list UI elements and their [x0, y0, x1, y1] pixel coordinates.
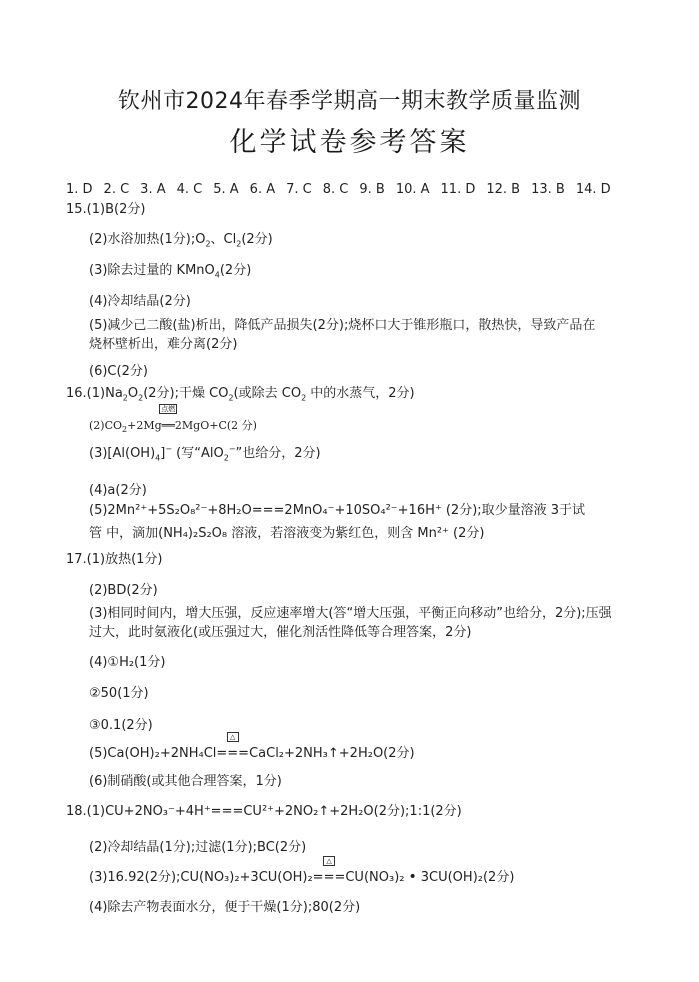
mcq-item: 13. B [531, 182, 565, 197]
mcq-item: 11. D [440, 182, 476, 197]
q16-part5-line2: 管 中，滴加(NH₄)₂S₂O₈ 溶液，若溶液变为紫红色，则含 Mn²⁺ (2分) [89, 526, 485, 541]
q15-part1: 15.(1)B(2分) [66, 202, 146, 217]
mcq-item: 14. D [575, 182, 611, 197]
q16-part3: $(3)[Al(OH)_4]^-$ (写“AlO$_2$−”也给分，2分) [89, 444, 321, 463]
q16-part5-line1: (5)2Mn²⁺+5S₂O₈²⁻+8H₂O===2MnO₄⁻+10SO₄²⁻+16H⁺ (2分);取少量溶液 3于试 [89, 503, 586, 518]
mcq-item: 3. A [140, 182, 166, 197]
middle-dot: • [408, 869, 417, 885]
q15-part2: (2)水浴加热(1分)$;O_2$、$Cl_2(2$分) [89, 232, 273, 249]
mcq-item: 1. D [66, 182, 93, 197]
reaction-condition: △ === [216, 733, 250, 761]
q17-part1: 17.(1)放热(1分) [66, 552, 163, 567]
q16-part2-equation: $(2)CO_2+2Mg$ 点燃 ══2MgO+C(2 分) [89, 405, 257, 435]
q17-part3-line2: 过大，此时氨液化(或压强过大，催化剂活性降低等合理答案，2分) [89, 625, 472, 640]
q17-part6: (6)制硝酸(或其他合理答案，1分) [89, 774, 282, 789]
mcq-item: 8. C [322, 182, 349, 197]
reaction-condition: 点燃 ══ [161, 405, 176, 432]
q15-part6: (6)C(2分) [89, 364, 148, 379]
answer-key-title: 化学试卷参考答案 [229, 127, 470, 158]
mcq-answers [66, 182, 611, 198]
mcq-item: 9. B [359, 182, 385, 197]
exam-title: 钦州市2024年春季学期高一期末教学质量监测 [118, 89, 581, 114]
mcq-item: 12. B [486, 182, 521, 197]
q17-part2: (2)BD(2分) [89, 583, 158, 598]
q15-part5-line2: 烧杯壁析出，难分离(2分) [89, 337, 238, 352]
q15-part3: (3)除去过量的 KMnO$_4$(2分) [89, 263, 252, 280]
mcq-item: 4. C [176, 182, 203, 197]
q17-part4-1: (4)①H₂(1分) [89, 655, 166, 670]
q17-part5: (5)Ca(OH)₂+2NH₄Cl △ ===CaCl₂+2NH₃↑+2H₂O(2分) [89, 733, 415, 761]
reaction-condition: △ === [312, 857, 346, 885]
q16-part4: (4)a(2分) [89, 483, 147, 498]
q16-part1: $16.(1)Na_2O_2(2$分);干燥 $CO_2$(或除去 $CO_2$ 中的水蒸气，2分) [66, 386, 415, 403]
q17-part4-3: ③0.1(2分) [89, 718, 153, 733]
mcq-item: 6. A [249, 182, 276, 197]
q15-part4: (4)冷却结晶(2分) [89, 294, 191, 309]
mcq-item: 2. C [103, 182, 130, 197]
q18-part3: (3)16.92(2分);CU(NO₃)₂+3CU(OH)₂ △ ===CU(NO₃)₂ • 3CU(OH)₂(2分) [89, 857, 515, 885]
q17-part4-2: ②50(1分) [89, 686, 149, 701]
mcq-item: 5. A [213, 182, 239, 197]
mcq-item: 10. A [395, 182, 430, 197]
mcq-item: 7. C [286, 182, 312, 197]
q18-part2: (2)冷却结晶(1分);过滤(1分);BC(2分) [89, 840, 307, 855]
q18-part4: (4)除去产物表面水分，便于干燥(1分);80(2分) [89, 900, 361, 915]
q15-part5-line1: (5)减少己二酸(盐)析出，降低产品损失(2分);烧杯口大于锥形瓶口，散热快，导致产品在 [89, 318, 596, 333]
q18-part1: 18.(1)CU+2NO₃⁻+4H⁺===CU²⁺+2NO₂↑+2H₂O(2分);1:1(2分) [66, 804, 462, 819]
q17-part3-line1: (3)相同时间内，增大压强，反应速率增大(答“增大压强，平衡正向移动”也给分，2分);压强 [89, 606, 612, 621]
